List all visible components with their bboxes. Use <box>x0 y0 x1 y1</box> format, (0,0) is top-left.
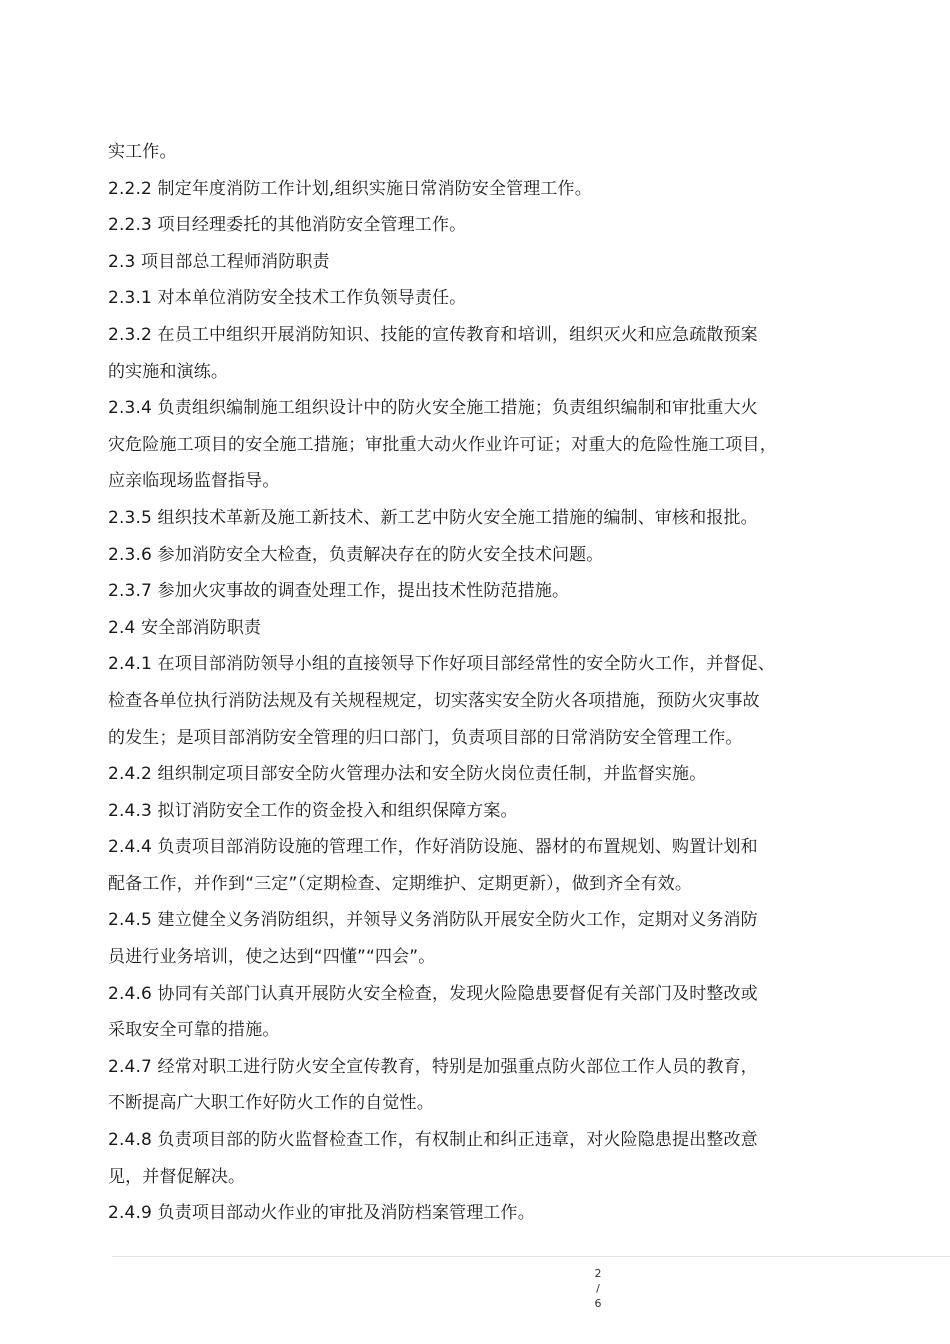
text-line: 2.4.9 负责项目部动火作业的审批及消防档案管理工作。 <box>108 1203 535 1224</box>
text-line: 2.3.4 负责组织编制施工组织设计中的防火安全施工措施；负责组织编制和审批重大火 <box>108 398 758 419</box>
text-line: 2.4.4 负责项目部消防设施的管理工作，作好消防设施、器材的布置规划、购置计划和 <box>108 837 758 858</box>
text-line: 不断提高广大职工作好防火工作的自觉性。 <box>108 1093 434 1114</box>
page-number <box>588 1266 608 1311</box>
text-line: 配备工作，并作到“三定”（定期检查、定期维护、定期更新），做到齐全有效。 <box>108 873 693 894</box>
section-heading: 2.4 安全部消防职责 <box>108 617 262 638</box>
text-line: 2.4.7 经常对职工进行防火安全宣传教育，特别是加强重点防火部位工作人员的教育， <box>108 1056 758 1077</box>
text-line: 应亲临现场监督指导。 <box>108 471 280 492</box>
page-current: 2 <box>594 1267 602 1280</box>
text-line: 2.4.6 协同有关部门认真开展防火安全检查，发现火险隐患要督促有关部门及时整改或 <box>108 983 758 1004</box>
text-line: 的发生；是项目部消防安全管理的归口部门，负责项目部的日常消防安全管理工作。 <box>108 727 743 748</box>
text-line: 灾危险施工项目的安全施工措施；审批重大动火作业许可证；对重大的危险性施工项目， <box>108 434 777 455</box>
text-line: 见，并督促解决。 <box>108 1166 246 1187</box>
text-line: 2.4.3 拟订消防安全工作的资金投入和组织保障方案。 <box>108 800 518 821</box>
document-body <box>108 134 848 1232</box>
footer-divider <box>112 1256 950 1257</box>
text-line: 2.2.2 制定年度消防工作计划,组织实施日常消防安全管理工作。 <box>108 178 592 199</box>
text-line: 2.4.1 在项目部消防领导小组的直接领导下作好项目部经常性的安全防火工作，并督促、 <box>108 654 775 675</box>
text-line: 2.3.1 对本单位消防安全技术工作负领导责任。 <box>108 288 467 309</box>
text-line: 2.3.7 参加火灾事故的调查处理工作，提出技术性防范措施。 <box>108 581 570 602</box>
text-line: 2.3.6 参加消防安全大检查，负责解决存在的防火安全技术问题。 <box>108 544 604 565</box>
text-line: 2.2.3 项目经理委托的其他消防安全管理工作。 <box>108 215 467 236</box>
text-line: 2.4.5 建立健全义务消防组织，并领导义务消防队开展安全防火工作，定期对义务消防 <box>108 910 758 931</box>
text-line: 2.4.8 负责项目部的防火监督检查工作，有权制止和纠正违章，对火险隐患提出整改意 <box>108 1130 758 1151</box>
text-line: 2.3.5 组织技术革新及施工新技术、新工艺中防火安全施工措施的编制、审核和报批。 <box>108 507 758 528</box>
text-line: 的实施和演练。 <box>108 361 229 382</box>
page-separator: / <box>596 1282 600 1295</box>
text-line: 员进行业务培训，使之达到“四懂”“四会”。 <box>108 947 436 968</box>
page-total: 6 <box>594 1297 602 1310</box>
text-line: 2.3.2 在员工中组织开展消防知识、技能的宣传教育和培训，组织灭火和应急疏散预案 <box>108 324 758 345</box>
text-line: 实工作。 <box>108 142 177 162</box>
text-line: 2.4.2 组织制定项目部安全防火管理办法和安全防火岗位责任制，并监督实施。 <box>108 764 707 785</box>
text-line: 采取安全可靠的措施。 <box>108 1020 280 1041</box>
text-line: 检查各单位执行消防法规及有关规程规定，切实落实安全防火各项措施，预防火灾事故 <box>108 690 760 711</box>
section-heading: 2.3 项目部总工程师消防职责 <box>108 251 330 272</box>
